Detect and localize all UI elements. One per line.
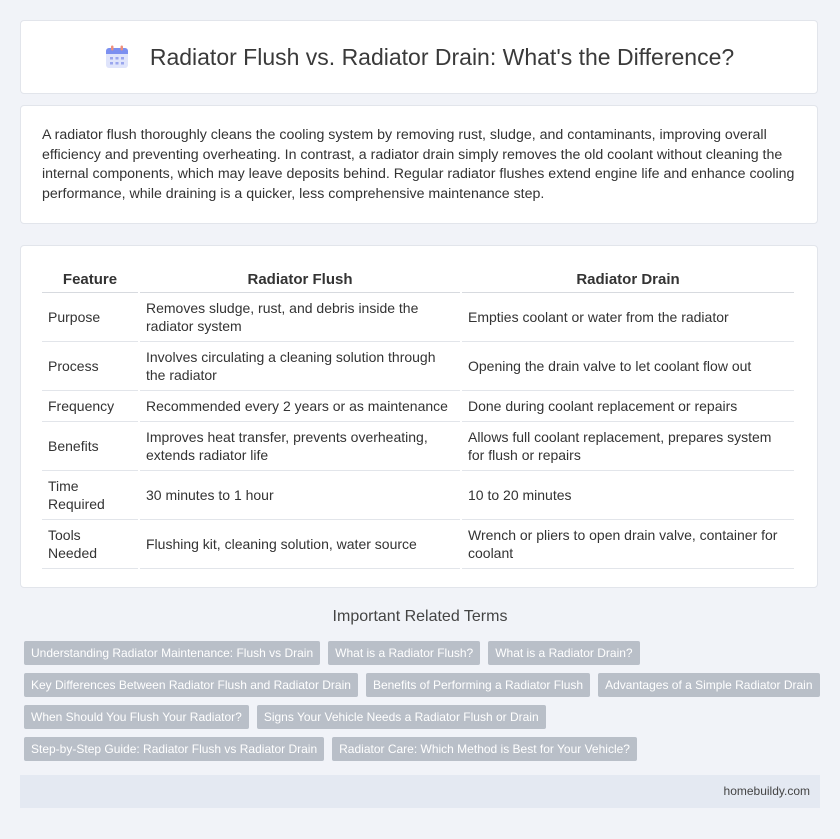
table-cell: Recommended every 2 years or as maintenance — [140, 391, 460, 422]
table-row — [42, 342, 794, 391]
related-term-tag[interactable]: Radiator Care: Which Method is Best for Your Vehicle? — [332, 737, 637, 761]
page-title: Radiator Flush vs. Radiator Drain: What's the Difference? — [149, 43, 735, 70]
table-header-drain: Radiator Drain — [462, 266, 794, 293]
related-term-tag[interactable]: Step-by-Step Guide: Radiator Flush vs Radiator Drain — [24, 737, 324, 761]
related-term-tag[interactable]: Benefits of Performing a Radiator Flush — [366, 673, 590, 697]
table-cell: Time Required — [42, 471, 138, 520]
table-cell: Improves heat transfer, prevents overheating, extends radiator life — [140, 422, 460, 471]
related-term-tag[interactable]: Advantages of a Simple Radiator Drain — [598, 673, 819, 697]
table-cell: Process — [42, 342, 138, 391]
table-cell: Empties coolant or water from the radiator — [462, 293, 794, 342]
table-cell: 10 to 20 minutes — [462, 471, 794, 520]
table-cell: Flushing kit, cleaning solution, water source — [140, 520, 460, 569]
table-cell: Involves circulating a cleaning solution through the radiator — [140, 342, 460, 391]
table-row — [42, 520, 794, 569]
table-cell: Allows full coolant replacement, prepares system for flush or repairs — [462, 422, 794, 471]
table-cell: Removes sludge, rust, and debris inside the radiator system — [140, 293, 460, 342]
table-row — [42, 293, 794, 342]
table-header-feature: Feature — [42, 266, 138, 293]
header-card — [20, 20, 818, 94]
related-term-tag[interactable]: Signs Your Vehicle Needs a Radiator Flush or Drain — [257, 705, 546, 729]
table-cell: Purpose — [42, 293, 138, 342]
table-row — [42, 391, 794, 422]
table-cell: Benefits — [42, 422, 138, 471]
comparison-table — [40, 266, 796, 569]
table-row — [42, 471, 794, 520]
footer — [20, 775, 820, 808]
related-terms-title: Important Related Terms — [332, 608, 508, 625]
related-term-tag[interactable]: When Should You Flush Your Radiator? — [24, 705, 249, 729]
table-row — [42, 422, 794, 471]
calendar-icon — [104, 44, 130, 70]
comparison-table-card — [20, 245, 818, 588]
table-cell: Wrench or pliers to open drain valve, container for coolant — [462, 520, 794, 569]
footer-site[interactable]: homebuildy.com — [723, 784, 810, 798]
related-term-tag[interactable]: What is a Radiator Flush? — [328, 641, 480, 665]
table-cell: Frequency — [42, 391, 138, 422]
table-header-flush: Radiator Flush — [140, 266, 460, 293]
intro-card — [20, 105, 818, 224]
related-term-tag[interactable]: Key Differences Between Radiator Flush and Radiator Drain — [24, 673, 358, 697]
table-cell: Tools Needed — [42, 520, 138, 569]
intro-text: A radiator flush thoroughly cleans the cooling system by removing rust, sludge, and contaminants, improving overall efficiency and preventing overheating. In contrast, a radiator drain simply removes the old coolant without cleaning the internal components, which may leave deposits behind. Regular radiator flushes extend engine life and enhance cooling performance, while draining is a quicker, less comprehensive maintenance step. — [42, 127, 795, 202]
related-terms-list — [24, 641, 824, 769]
table-cell: Opening the drain valve to let coolant flow out — [462, 342, 794, 391]
table-cell: 30 minutes to 1 hour — [140, 471, 460, 520]
related-term-tag[interactable]: Understanding Radiator Maintenance: Flush vs Drain — [24, 641, 320, 665]
table-cell: Done during coolant replacement or repairs — [462, 391, 794, 422]
related-term-tag[interactable]: What is a Radiator Drain? — [488, 641, 639, 665]
